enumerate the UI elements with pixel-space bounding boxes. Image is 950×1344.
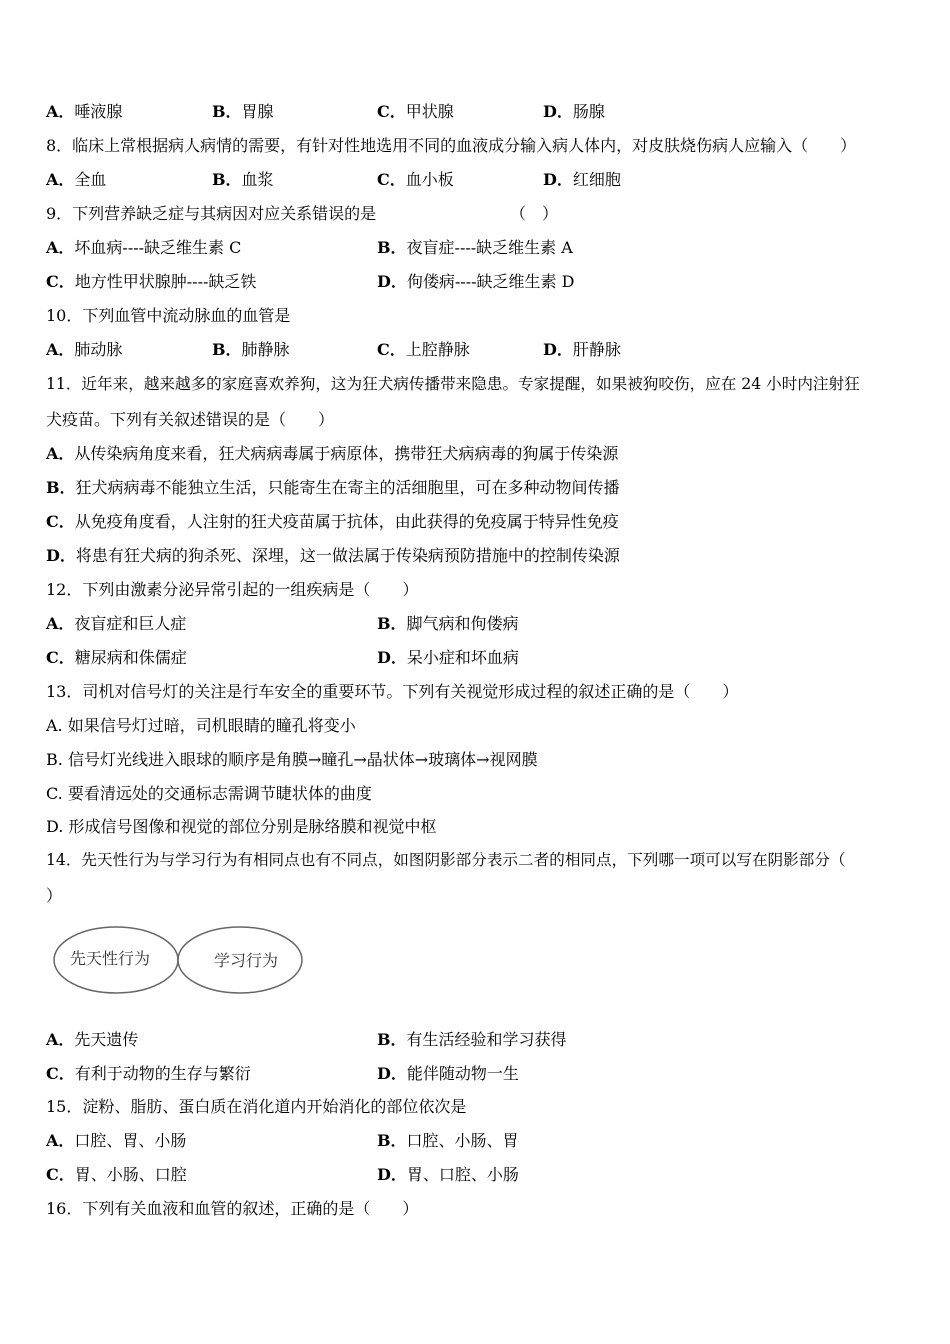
- q7-option-c: C．甲状腺: [377, 102, 454, 121]
- q8-stem: 8．临床上常根据病人病情的需要，有针对性地选用不同的血液成分输入病人体内，对皮肤烧伤病人应输入（ ）: [46, 136, 857, 155]
- q8-option-a: A．全血: [46, 170, 107, 189]
- q7-option-a: A．唾液腺: [46, 102, 123, 121]
- q12-option-b: B．脚气病和佝偻病: [377, 614, 519, 633]
- q11-option-a: A．从传染病角度来看，狂犬病病毒属于病原体，携带狂犬病病毒的狗属于传染源: [46, 444, 619, 463]
- q10-option-d: D．肝静脉: [543, 340, 621, 359]
- q10-option-b: B．肺静脉: [212, 340, 290, 359]
- q15-option-b: B．口腔、小肠、胃: [377, 1131, 519, 1150]
- q11-stem-line-1: 11．近年来，越来越多的家庭喜欢养狗，这为狂犬病传播带来隐患。专家提醒，如果被狗咬伤，应在 24 小时内注射狂: [46, 375, 860, 393]
- venn-left-label: 先天性行为: [69, 949, 151, 968]
- q14-stem-line-2: ）: [46, 886, 63, 905]
- q13-option-a: A. 如果信号灯过暗，司机眼睛的瞳孔将变小: [46, 716, 356, 735]
- q16-stem: 16．下列有关血液和血管的叙述，正确的是（ ）: [46, 1199, 419, 1218]
- q13-option-b: B. 信号灯光线进入眼球的顺序是角膜→瞳孔→晶状体→玻璃体→视网膜: [46, 750, 538, 769]
- q13-option-c: C. 要看清远处的交通标志需调节睫状体的曲度: [46, 784, 372, 803]
- venn-diagram: [52, 924, 304, 998]
- q11-option-c: C．从免疫角度看，人注射的狂犬疫苗属于抗体，由此获得的免疫属于特异性免疫: [46, 512, 619, 531]
- q12-option-c: C．糖尿病和侏儒症: [46, 648, 187, 667]
- q13-stem: 13．司机对信号灯的关注是行车安全的重要环节。下列有关视觉形成过程的叙述正确的是（ ）: [46, 682, 739, 701]
- q15-option-d: D．胃、口腔、小肠: [377, 1165, 519, 1184]
- q9-option-a: A．坏血病----缺乏维生素 C: [46, 238, 242, 257]
- q12-option-a: A．夜盲症和巨人症: [46, 614, 187, 633]
- q15-option-a: A．口腔、胃、小肠: [46, 1131, 187, 1150]
- q8-option-d: D．红细胞: [543, 170, 621, 189]
- q11-option-b: B．狂犬病病毒不能独立生活，只能寄生在寄主的活细胞里，可在多种动物间传播: [46, 478, 620, 497]
- q11-option-d: D．将患有狂犬病的狗杀死、深埋，这一做法属于传染病预防措施中的控制传染源: [46, 546, 620, 565]
- venn-right-label: 学习行为: [213, 951, 279, 970]
- q14-option-b: B．有生活经验和学习获得: [377, 1030, 567, 1049]
- q9-option-c: C．地方性甲状腺肿----缺乏铁: [46, 272, 257, 291]
- q9-answer-paren: （ ）: [510, 204, 559, 223]
- q15-option-c: C．胃、小肠、口腔: [46, 1165, 187, 1184]
- q10-option-a: A．肺动脉: [46, 340, 123, 359]
- q13-option-d: D. 形成信号图像和视觉的部位分别是脉络膜和视觉中枢: [46, 817, 437, 836]
- q11-stem-line-2: 犬疫苗。下列有关叙述错误的是（ ）: [46, 410, 335, 429]
- q8-option-b: B．血浆: [212, 170, 274, 189]
- q7-option-b: B．胃腺: [212, 102, 274, 121]
- q9-option-d: D．佝偻病----缺乏维生素 D: [377, 272, 575, 291]
- q9-stem: 9．下列营养缺乏症与其病因对应关系错误的是: [46, 204, 377, 223]
- q14-option-c: C．有利于动物的生存与繁衍: [46, 1064, 251, 1083]
- q14-option-a: A．先天遗传: [46, 1030, 139, 1049]
- q12-option-d: D．呆小症和坏血病: [377, 648, 519, 667]
- q7-option-d: D．肠腺: [543, 102, 605, 121]
- q12-stem: 12．下列由激素分泌异常引起的一组疾病是（ ）: [46, 580, 419, 599]
- q15-stem: 15．淀粉、脂肪、蛋白质在消化道内开始消化的部位依次是: [46, 1097, 467, 1116]
- q14-option-d: D．能伴随动物一生: [377, 1064, 519, 1083]
- q8-option-c: C．血小板: [377, 170, 454, 189]
- q9-option-b: B．夜盲症----缺乏维生素 A: [377, 238, 573, 257]
- q10-stem: 10．下列血管中流动脉血的血管是: [46, 306, 291, 325]
- q10-option-c: C．上腔静脉: [377, 340, 470, 359]
- q14-stem-line-1: 14．先天性行为与学习行为有相同点也有不同点，如图阴影部分表示二者的相同点，下列哪一项可以写在阴影部分（: [46, 851, 846, 869]
